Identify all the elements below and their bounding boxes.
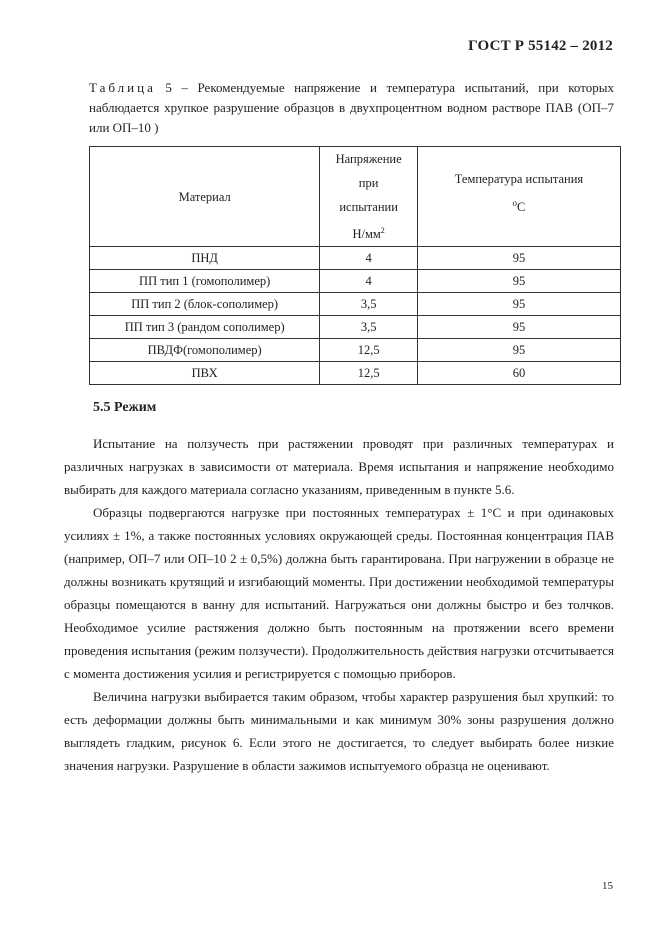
cell-stress: 4 [320,270,418,293]
cell-material: ПП тип 1 (гомополимер) [90,270,320,293]
cell-temperature: 95 [417,247,620,270]
table-row [90,316,621,339]
cell-stress: 4 [320,247,418,270]
header-temp-unit [418,191,620,219]
cell-stress: 12,5 [320,362,418,385]
body-text [64,432,614,777]
table-header-row [90,147,621,247]
cell-temperature: 95 [417,293,620,316]
table-row [90,270,621,293]
section-title: 5.5 Режим [93,400,157,415]
header-stress-line: испытании [339,200,398,214]
cell-material: ПП тип 3 (рандом сополимер) [90,316,320,339]
page-number: 15 [602,880,613,892]
header-temperature [417,147,620,247]
cell-stress: 3,5 [320,316,418,339]
header-stress-unit [320,219,417,246]
header-stress [320,147,418,247]
header-temp-line: Температура испытания [454,171,584,186]
table-caption [89,78,614,138]
temp-unit-text: С [517,199,526,214]
cell-material: ПВХ [90,362,320,385]
cell-material: ПП тип 2 (блок-сополимер) [90,293,320,316]
paragraph: Величина нагрузки выбирается таким образом, чтобы характер разрушения был хрупкий: то есть деформации должны быть минимальными и как минимум 30% зоны разрушения должно выглядеть гладким, рисунок 6. Если этого не достигается, то следует выбирать более низкие значения нагрузки. Разрушение в области зажимов испытуемого образца не оценивают. [64,689,614,773]
stress-temperature-table [89,146,621,385]
table-row [90,362,621,385]
cell-stress: 12,5 [320,339,418,362]
cell-temperature: 95 [417,339,620,362]
table-caption-text: 5 – Рекомендуемые напряжение и температура испытаний, при которых наблюдается хрупкое разрушение образцов в двухпроцентном водном растворе ПАВ (ОП–7 или ОП–10 ) [89,80,614,135]
stress-unit-sup: 2 [380,226,385,235]
table-row [90,293,621,316]
header-stress-line: при [358,176,379,190]
cell-temperature: 95 [417,316,620,339]
table-row [90,247,621,270]
header-material: Материал [90,147,320,247]
temp-unit-sup: о [512,197,518,208]
table-row [90,339,621,362]
header-stress-line: Напряжение [335,152,402,166]
stress-unit-text: Н/мм [352,227,381,242]
cell-material: ПВДФ(гомополимер) [90,339,320,362]
cell-temperature: 60 [417,362,620,385]
cell-material: ПНД [90,247,320,270]
cell-stress: 3,5 [320,293,418,316]
document-header: ГОСТ Р 55142 – 2012 [468,38,613,54]
table-caption-label: Таблица [89,80,156,95]
paragraph: Образцы подвергаются нагрузке при постоянных температурах ± 1°С и при одинаковых усилиях ± 1%, а также постоянных условиях окружающей среды. Постоянная концентрация ПАВ (например, ОП–7 или ОП–10 2 ± 0,5%) должна быть гарантирована. При нагружении в образце не должны возникать крутящий и изгибающий моменты. При достижении необходимой температуры образцы помещаются в ванну для испытаний. Нагружаться они должны быстро и без толчков. Необходимое усилие растяжения должно быть постоянным на протяжении всего времени проведения испытания (режим ползучести). Продолжительность действия нагрузки отсчитывается с момента достижения усилия и регистрируется с помощью приборов. [64,505,614,681]
paragraph: Испытание на ползучесть при растяжении проводят при различных температурах и различных нагрузках в зависимости от материала. Время испытания и напряжение необходимо выбирать для каждого материала согласно указаниям, приведенным в пункте 5.6. [64,436,614,497]
cell-temperature: 95 [417,270,620,293]
